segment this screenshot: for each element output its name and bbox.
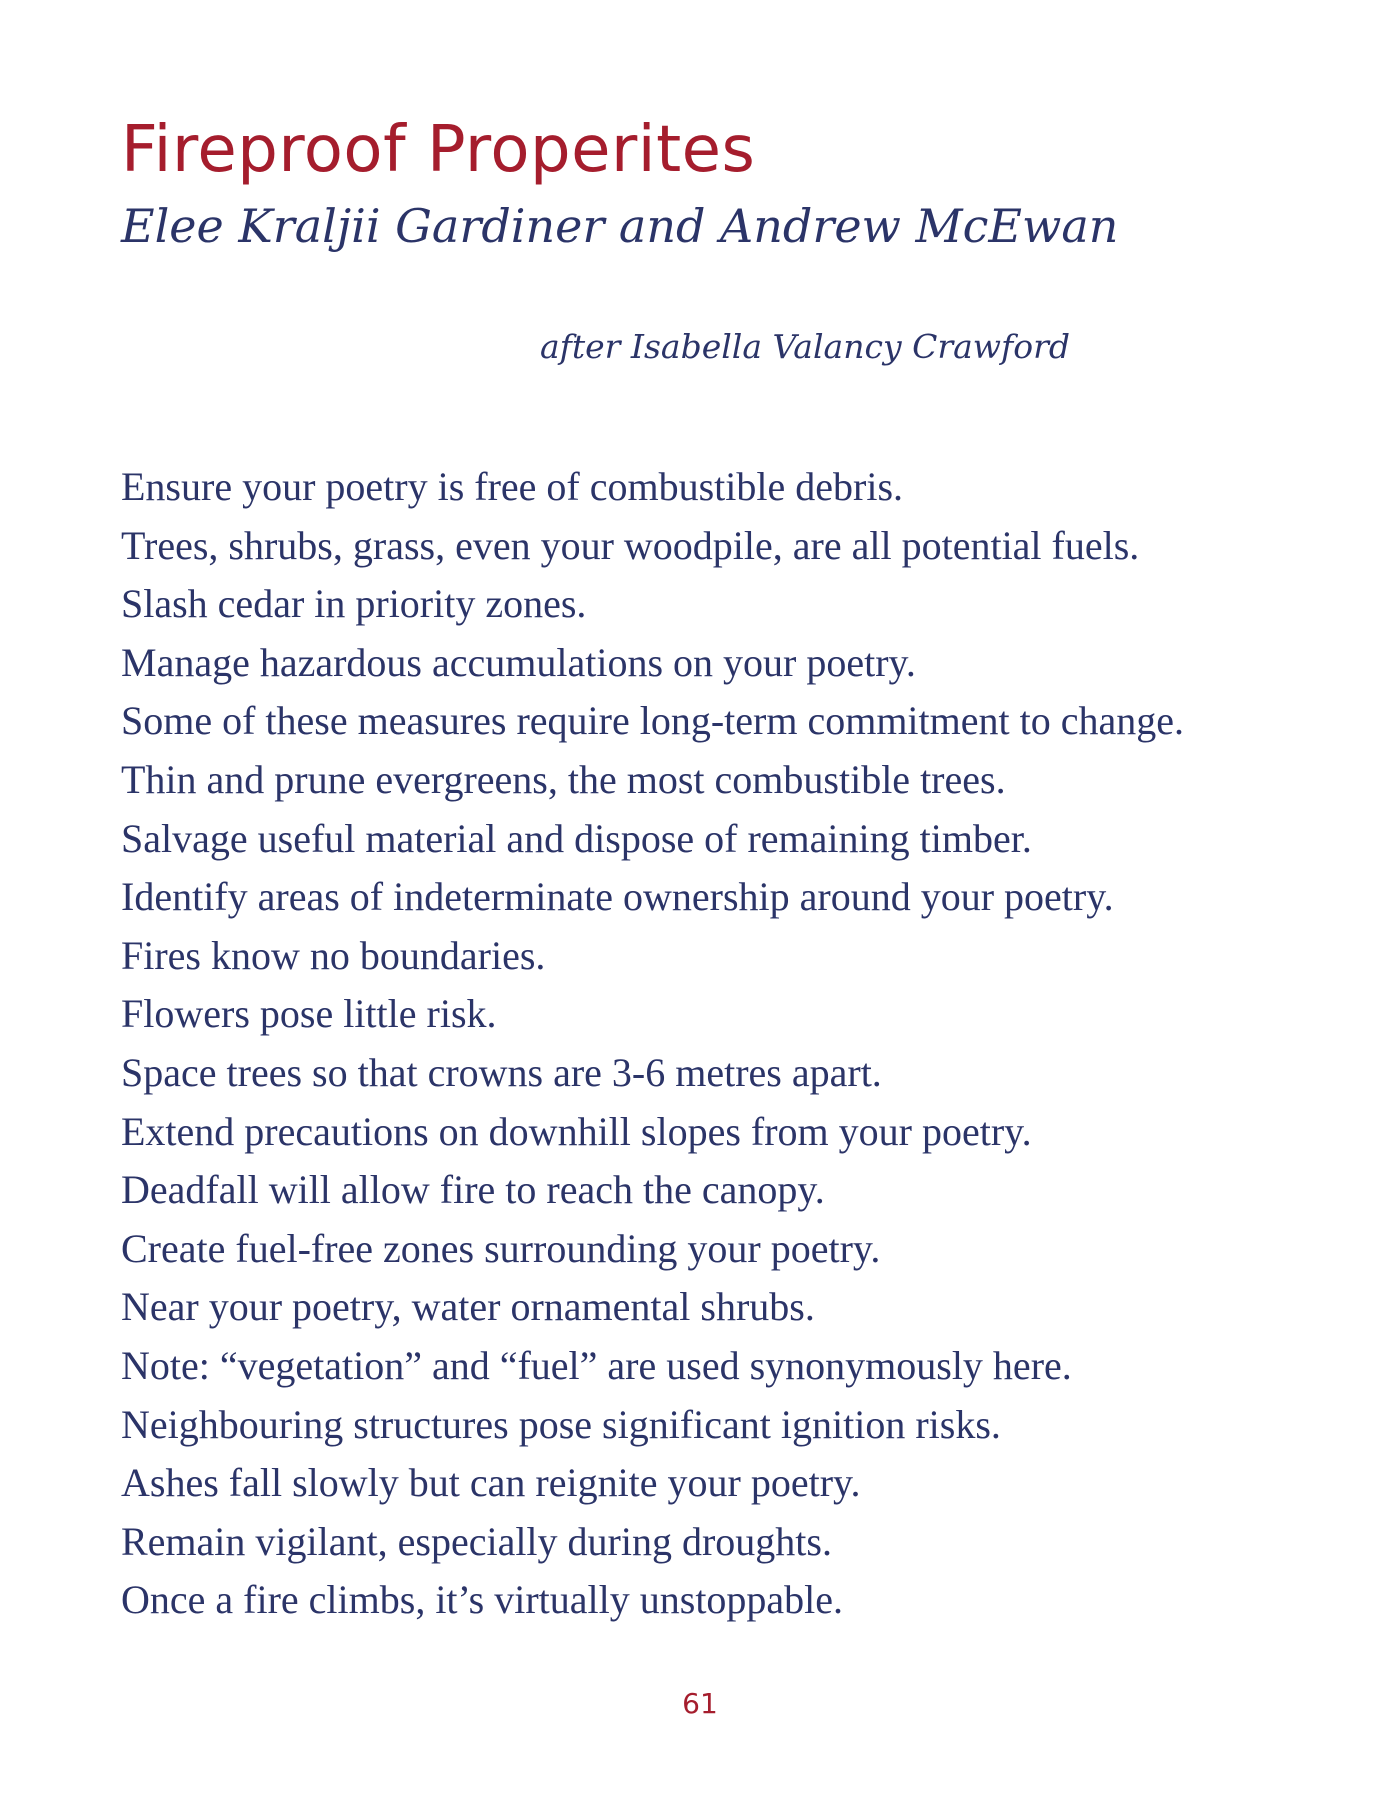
poem-line: Flowers pose little risk. [121, 991, 497, 1037]
poem-body [121, 458, 1184, 1630]
poem-line: Neighbouring structures pose significant ignition risks. [121, 1401, 1001, 1447]
poem-epigraph: after Isabella Valancy Crawford [539, 327, 1070, 366]
poem-authors: Elee Kraljii Gardiner and Andrew McEwan [121, 199, 1119, 253]
poem-line: Ashes fall slowly but can reignite your poetry. [121, 1460, 861, 1506]
poem-title: Fireproof Properites [121, 113, 756, 187]
poem-line: Remain vigilant, especially during droughts. [121, 1518, 832, 1564]
poem-line: Once a fire climbs, it’s virtually unstoppable. [121, 1577, 844, 1623]
poem-line: Fires know no boundaries. [121, 932, 546, 978]
poem-line: Extend precautions on downhill slopes from your poetry. [121, 1108, 1032, 1154]
poem-line: Some of these measures require long-term commitment to change. [121, 698, 1185, 744]
poem-line: Create fuel-free zones surrounding your poetry. [121, 1225, 881, 1271]
poem-line: Manage hazardous accumulations on your poetry. [121, 639, 916, 685]
poem-line: Salvage useful material and dispose of remaining timber. [121, 815, 1032, 861]
poem-line: Identify areas of indeterminate ownership around your poetry. [121, 874, 1114, 920]
poem-line: Ensure your poetry is free of combustible debris. [121, 464, 904, 509]
poem-line: Space trees so that crowns are 3-6 metres apart. [121, 1049, 882, 1095]
poem-line: Note: “vegetation” and “fuel” are used synonymously here. [121, 1342, 1072, 1388]
page-number: 61 [682, 1687, 718, 1720]
poem-line: Slash cedar in priority zones. [121, 581, 587, 627]
poem-line: Trees, shrubs, grass, even your woodpile, are all potential fuels. [121, 522, 1140, 568]
poem-line: Thin and prune evergreens, the most combustible trees. [121, 756, 1006, 802]
poem-line: Deadfall will allow fire to reach the canopy. [121, 1167, 825, 1213]
poem-line: Near your poetry, water ornamental shrubs. [121, 1284, 815, 1330]
